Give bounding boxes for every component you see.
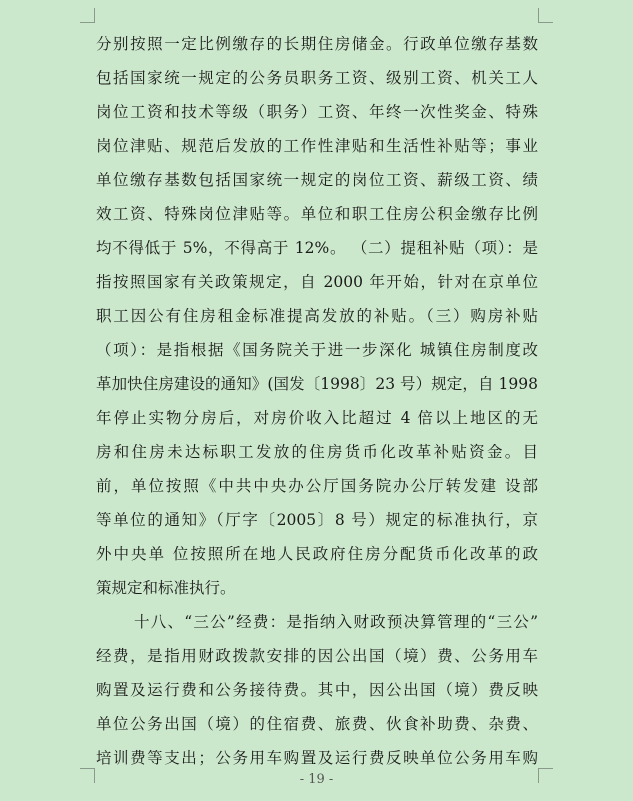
text-line: 培训费等支出；公务用车购置及运行费反映单位公务用车购 <box>96 749 538 767</box>
page-corner-mark-top-right <box>538 8 553 23</box>
text-line: 等单位的通知》（厅字〔2005〕8 号）规定的标准执行，京 <box>96 511 538 529</box>
text-line: 经费，是指用财政拨款安排的因公出国（境）费、公务用车 <box>96 647 538 665</box>
document-body <box>96 27 538 775</box>
text-line: （项）：是指根据《国务院关于进一步深化 城镇住房制度改 <box>96 341 538 359</box>
page-number: - 19 - <box>299 772 334 787</box>
text-line: 效工资、特殊岗位津贴等。单位和职工住房公积金缴存比例 <box>96 205 538 223</box>
text-line: 岗位工资和技术等级（职务）工资、年终一次性奖金、特殊 <box>96 103 538 121</box>
text-line: 均不得低于 5%，不得高于 12%。 （二）提租补贴（项）：是 <box>96 239 538 257</box>
text-line: 单位缴存基数包括国家统一规定的岗位工资、薪级工资、绩 <box>96 171 538 189</box>
text-line: 房和住房未达标职工发放的住房货币化改革补贴资金。目 <box>96 443 538 461</box>
section-heading-line: 十八、“三公”经费：是指纳入财政预决算管理的“三公” <box>134 613 538 631</box>
text-line: 单位公务出国（境）的住宿费、旅费、伙食补助费、杂费、 <box>96 715 538 733</box>
text-line: 年停止实物分房后，对房价收入比超过 4 倍以上地区的无 <box>96 409 538 427</box>
text-line: 岗位津贴、规范后发放的工作性津贴和生活性补贴等；事业 <box>96 137 538 155</box>
text-line: 分别按照一定比例缴存的长期住房储金。行政单位缴存基数 <box>96 35 538 53</box>
page-corner-mark-top-left <box>80 8 95 23</box>
text-line: 外中央单 位按照所在地人民政府住房分配货币化改革的政 <box>96 545 538 563</box>
text-line: 革加快住房建设的通知》(国发〔1998〕23 号）规定，自 1998 <box>96 375 538 393</box>
text-line: 指按照国家有关政策规定，自 2000 年开始，针对在京单位 <box>96 273 538 291</box>
text-line: 职工因公有住房租金标准提高发放的补贴。（三）购房补贴 <box>96 307 538 325</box>
text-line: 购置及运行费和公务接待费。其中，因公出国（境）费反映 <box>96 681 538 699</box>
text-line: 前，单位按照《中共中央办公厅国务院办公厅转发建 设部 <box>96 477 538 495</box>
text-line: 包括国家统一规定的公务员职务工资、级别工资、机关工人 <box>96 69 538 87</box>
text-line: 策规定和标准执行。 <box>96 579 236 597</box>
